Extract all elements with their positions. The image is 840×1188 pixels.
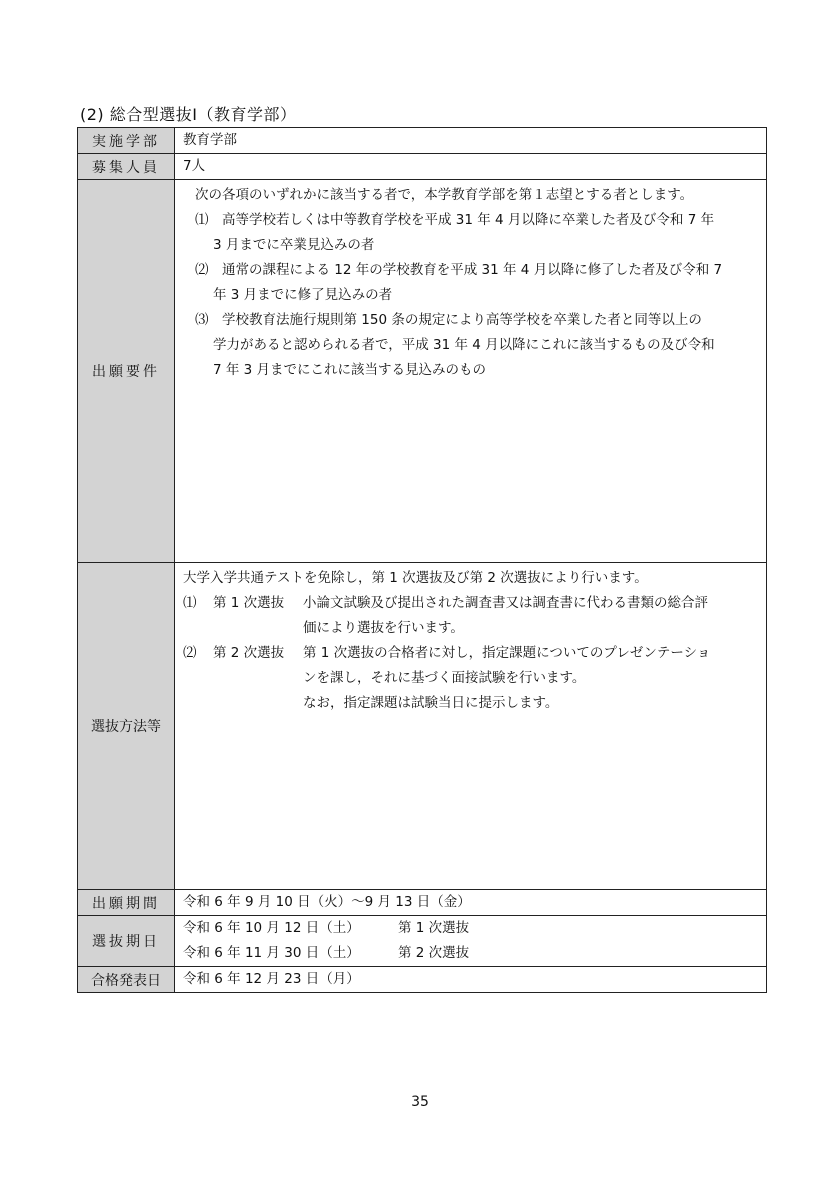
- section-title: (2) 総合型選抜Ⅰ（教育学部）: [80, 105, 297, 124]
- value-application-period: 令和 6 年 9 月 10 日（火）～9 月 13 日（金）: [175, 890, 767, 916]
- label-selection: 選抜方法等: [78, 563, 175, 890]
- selection-date-1-date: 令和 6 年 10 月 12 日（土）: [183, 920, 360, 936]
- requirements-item-3-cont2: 7 年 3 月までにこれに該当する見込みのもの: [213, 362, 487, 378]
- selection-item-1: [183, 591, 758, 616]
- label-announcement: 合格発表日: [78, 967, 175, 993]
- requirements-item-3: ⑶ 学校教育法施行規則第 150 条の規定により高等学校を卒業した者と同等以上の: [195, 312, 702, 328]
- value-faculty: 教育学部: [175, 128, 767, 154]
- row-requirements: [78, 180, 767, 563]
- selection-item-1-cont: 価により選抜を行います。: [303, 620, 464, 636]
- selection-date-2: [183, 941, 758, 966]
- page-number: 35: [411, 1094, 429, 1110]
- admission-info-table: [77, 127, 767, 993]
- selection-item-1-num: ⑴: [183, 595, 197, 611]
- row-selection: [78, 563, 767, 890]
- selection-item-2-name: 第 2 次選抜: [213, 645, 285, 661]
- selection-intro: 大学入学共通テストを免除し，第 1 次選抜及び第 2 次選抜により行います。: [183, 570, 648, 586]
- requirements-intro: 次の各項のいずれかに該当する者で，本学教育学部を第１志望とする者とします。: [195, 187, 694, 203]
- selection-item-2-num: ⑵: [183, 645, 197, 661]
- selection-date-2-stage: 第 2 次選抜: [398, 945, 470, 961]
- value-capacity: 7人: [175, 154, 767, 180]
- requirements-item-1-cont: 3 月までに卒業見込みの者: [213, 237, 375, 253]
- row-faculty: [78, 128, 767, 154]
- selection-item-2-note: なお，指定課題は試験当日に提示します。: [303, 695, 559, 711]
- requirements-item-2: ⑵ 通常の課程による 12 年の学校教育を平成 31 年 4 月以降に修了した者及び令和 7: [195, 262, 723, 278]
- label-requirements: 出願要件: [78, 180, 175, 563]
- value-announcement: 令和 6 年 12 月 23 日（月）: [175, 967, 767, 993]
- row-selection-dates: [78, 916, 767, 967]
- selection-item-1-name: 第 1 次選抜: [213, 595, 285, 611]
- value-selection-dates: [175, 916, 767, 967]
- selection-item-2-text: 第 1 次選抜の合格者に対し，指定課題についてのプレゼンテーショ: [303, 645, 711, 661]
- row-capacity: [78, 154, 767, 180]
- label-selection-dates: 選抜期日: [78, 916, 175, 967]
- selection-date-2-date: 令和 6 年 11 月 30 日（土）: [183, 945, 360, 961]
- value-selection: [175, 563, 767, 890]
- requirements-item-2-cont: 年 3 月までに修了見込みの者: [213, 287, 393, 303]
- selection-date-1-stage: 第 1 次選抜: [398, 920, 470, 936]
- row-application-period: [78, 890, 767, 916]
- requirements-item-1: ⑴ 高等学校若しくは中等教育学校を平成 31 年 4 月以降に卒業した者及び令和 7 年: [195, 212, 715, 228]
- value-requirements: [175, 180, 767, 563]
- label-faculty: 実施学部: [78, 128, 175, 154]
- requirements-item-3-cont: 学力があると認められる者で，平成 31 年 4 月以降にこれに該当するもの及び令和: [213, 337, 715, 353]
- selection-item-2-cont: ンを課し，それに基づく面接試験を行います。: [303, 670, 586, 686]
- label-capacity: 募集人員: [78, 154, 175, 180]
- selection-item-1-text: 小論文試験及び提出された調査書又は調査書に代わる書類の総合評: [303, 595, 708, 611]
- label-application-period: 出願期間: [78, 890, 175, 916]
- selection-item-2: [183, 641, 758, 666]
- selection-date-1: [183, 916, 758, 941]
- row-announcement: [78, 967, 767, 993]
